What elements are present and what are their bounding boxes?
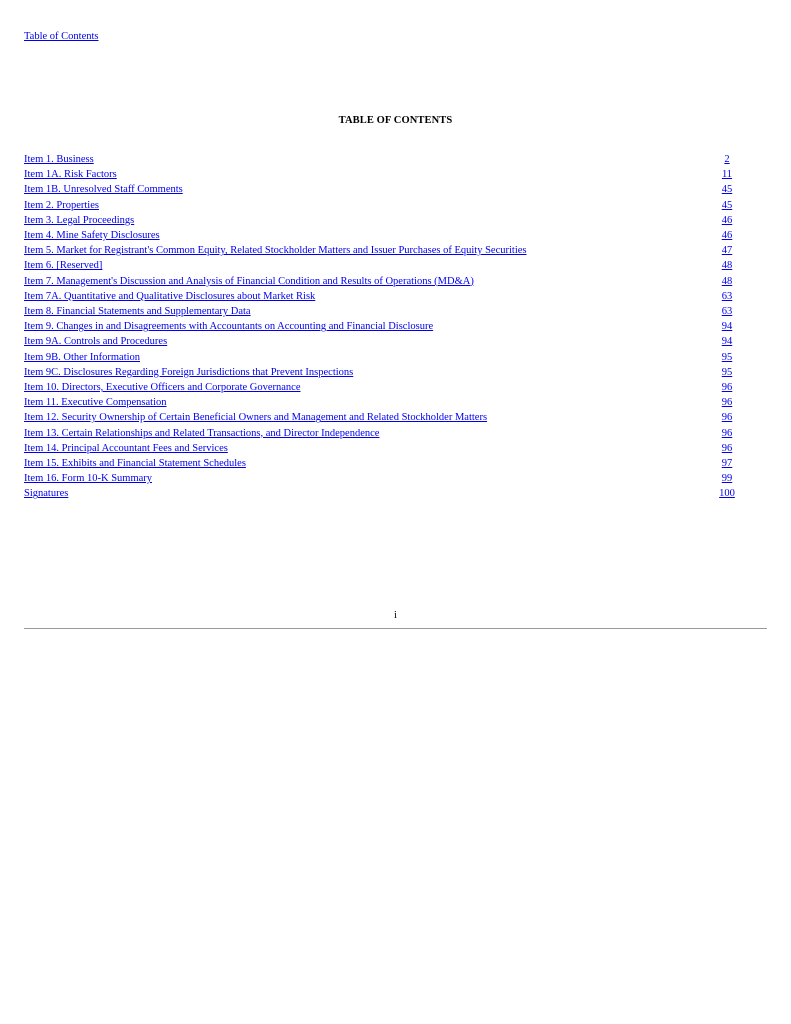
toc-page-cell	[712, 167, 742, 182]
toc-item-link[interactable]: Item 5. Market for Registrant's Common Equity, Related Stockholder Matters and Issuer Purchases of Equity Securities	[24, 245, 527, 257]
toc-page-cell	[712, 334, 742, 349]
toc-page-cell	[712, 410, 742, 425]
toc-item-cell	[24, 441, 712, 456]
toc-page-link[interactable]: 46	[721, 214, 733, 226]
toc-item-link[interactable]: Item 9B. Other Information	[24, 351, 141, 363]
toc-page-link[interactable]: 48	[721, 275, 733, 287]
toc-row	[24, 380, 742, 395]
toc-page-link[interactable]: 94	[721, 321, 733, 333]
toc-item-cell	[24, 274, 712, 289]
toc-item-cell	[24, 456, 712, 471]
toc-page-link[interactable]: 100	[719, 488, 735, 500]
toc-page-cell	[712, 380, 742, 395]
toc-page-cell	[712, 228, 742, 243]
toc-item-link[interactable]: Item 1. Business	[24, 154, 94, 165]
toc-row	[24, 228, 742, 243]
toc-item-cell	[24, 486, 712, 501]
toc-item-cell	[24, 198, 712, 213]
toc-page-link[interactable]: 11	[721, 169, 733, 181]
toc-item-cell	[24, 426, 712, 441]
toc-row	[24, 471, 742, 486]
toc-item-link[interactable]: Item 12. Security Ownership of Certain Beneficial Owners and Management and Related Stockholder Matters	[24, 412, 488, 424]
toc-item-link[interactable]: Item 13. Certain Relationships and Related Transactions, and Director Independence	[24, 427, 380, 439]
toc-page-cell	[712, 152, 742, 167]
toc-item-link[interactable]: Item 9A. Controls and Procedures	[24, 336, 168, 348]
toc-item-link[interactable]: Item 10. Directors, Executive Officers and Corporate Governance	[24, 382, 301, 394]
toc-item-link[interactable]: Item 7A. Quantitative and Qualitative Disclosures about Market Risk	[24, 290, 316, 302]
toc-page-link[interactable]: 45	[721, 199, 733, 211]
toc-item-cell	[24, 167, 712, 182]
toc-page-cell	[712, 258, 742, 273]
toc-item-link[interactable]: Item 9C. Disclosures Regarding Foreign Jurisdictions that Prevent Inspections	[24, 366, 354, 378]
toc-item-cell	[24, 334, 712, 349]
toc-item-link[interactable]: Item 15. Exhibits and Financial Statement Schedules	[24, 458, 246, 470]
toc-row	[24, 426, 742, 441]
toc-page-link[interactable]: 96	[721, 397, 733, 409]
toc-item-cell	[24, 228, 712, 243]
page-divider	[24, 628, 767, 629]
toc-page-link[interactable]: 97	[721, 458, 733, 470]
toc-row	[24, 152, 742, 167]
toc-item-cell	[24, 243, 712, 258]
toc-item-link[interactable]: Item 6. [Reserved]	[24, 260, 103, 272]
toc-item-cell	[24, 182, 712, 197]
toc-row	[24, 258, 742, 273]
toc-item-link[interactable]: Item 3. Legal Proceedings	[24, 214, 135, 226]
toc-page-cell	[712, 274, 742, 289]
toc-page-cell	[712, 395, 742, 410]
toc-row	[24, 182, 742, 197]
page-title: TABLE OF CONTENTS	[338, 115, 453, 126]
toc-item-link[interactable]: Item 4. Mine Safety Disclosures	[24, 230, 160, 242]
toc-item-link[interactable]: Item 16. Form 10-K Summary	[24, 473, 153, 485]
toc-page-cell	[712, 365, 742, 380]
toc-item-cell	[24, 304, 712, 319]
toc-page-link[interactable]: 2	[724, 154, 730, 165]
toc-item-cell	[24, 289, 712, 304]
toc-row	[24, 274, 742, 289]
toc-page-link[interactable]: 48	[721, 260, 733, 272]
toc-page-link[interactable]: 96	[721, 382, 733, 394]
toc-item-cell	[24, 258, 712, 273]
toc-item-link[interactable]: Item 2. Properties	[24, 199, 99, 211]
toc-page-link[interactable]: 45	[721, 184, 733, 196]
toc-page-link[interactable]: 47	[721, 245, 733, 257]
toc-page-link[interactable]: 94	[721, 336, 733, 348]
toc-item-cell	[24, 319, 712, 334]
page-number: i	[394, 610, 397, 621]
toc-page-cell	[712, 319, 742, 334]
toc-row	[24, 319, 742, 334]
toc-page-cell	[712, 182, 742, 197]
toc-item-link[interactable]: Item 8. Financial Statements and Supplementary Data	[24, 306, 251, 318]
toc-row	[24, 334, 742, 349]
table-of-contents-link[interactable]: Table of Contents	[24, 31, 99, 42]
toc-item-cell	[24, 410, 712, 425]
toc-row	[24, 304, 742, 319]
toc-page-cell	[712, 456, 742, 471]
toc-page-cell	[712, 304, 742, 319]
toc-item-link[interactable]: Item 1B. Unresolved Staff Comments	[24, 184, 183, 196]
toc-page-link[interactable]: 99	[721, 473, 733, 485]
toc-page-link[interactable]: 96	[721, 412, 733, 424]
toc-row	[24, 486, 742, 501]
toc-row	[24, 410, 742, 425]
toc-page-link[interactable]: 95	[721, 366, 733, 378]
toc-page-cell	[712, 213, 742, 228]
toc-page-link[interactable]: 95	[721, 351, 733, 363]
toc-item-cell	[24, 213, 712, 228]
toc-page-link[interactable]: 96	[721, 427, 733, 439]
toc-row	[24, 243, 742, 258]
toc-row	[24, 167, 742, 182]
toc-page-link[interactable]: 96	[721, 442, 733, 454]
toc-row	[24, 441, 742, 456]
toc-page-cell	[712, 486, 742, 501]
toc-page-cell	[712, 243, 742, 258]
toc-item-link[interactable]: Signatures	[24, 488, 69, 500]
toc-row	[24, 289, 742, 304]
toc-item-cell	[24, 365, 712, 380]
toc-item-cell	[24, 152, 712, 167]
toc-item-cell	[24, 350, 712, 365]
toc-item-link[interactable]: Item 1A. Risk Factors	[24, 169, 117, 181]
toc-item-link[interactable]: Item 9. Changes in and Disagreements with Accountants on Accounting and Financial Disclosure	[24, 321, 434, 333]
toc-page-cell	[712, 441, 742, 456]
toc-row	[24, 350, 742, 365]
toc-item-link[interactable]: Item 7. Management's Discussion and Analysis of Financial Condition and Results of Operations (MD&A)	[24, 275, 474, 287]
toc-row	[24, 365, 742, 380]
toc-page-cell	[712, 289, 742, 304]
toc-table	[24, 152, 742, 502]
toc-item-link[interactable]: Item 11. Executive Compensation	[24, 397, 167, 409]
toc-page-link[interactable]: 63	[721, 290, 733, 302]
toc-item-link[interactable]: Item 14. Principal Accountant Fees and Services	[24, 442, 228, 454]
toc-page-link[interactable]: 63	[721, 306, 733, 318]
toc-page-cell	[712, 198, 742, 213]
toc-row	[24, 395, 742, 410]
toc-page-link[interactable]: 46	[721, 230, 733, 242]
toc-item-cell	[24, 380, 712, 395]
toc-page-cell	[712, 350, 742, 365]
toc-row	[24, 456, 742, 471]
toc-row	[24, 213, 742, 228]
toc-row	[24, 198, 742, 213]
toc-item-cell	[24, 395, 712, 410]
toc-item-cell	[24, 471, 712, 486]
toc-page-cell	[712, 426, 742, 441]
toc-page-cell	[712, 471, 742, 486]
